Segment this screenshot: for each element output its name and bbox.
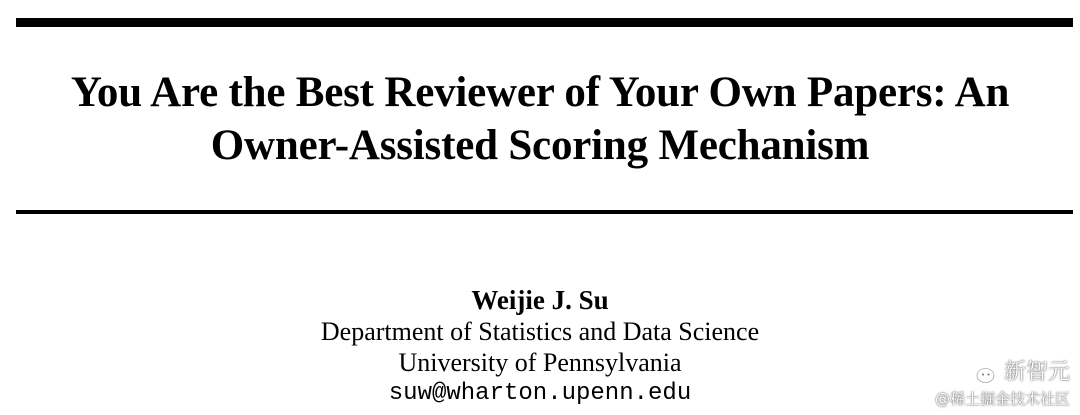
wechat-icon [964, 360, 996, 386]
author-university: University of Pennsylvania [398, 348, 682, 377]
watermark-brand: 新智元 [1003, 360, 1070, 385]
top-rule [16, 18, 1073, 27]
watermark-brand-row [935, 359, 1070, 387]
watermark [935, 359, 1070, 409]
bottom-rule [16, 210, 1073, 214]
author-name: Weijie J. Su [471, 285, 609, 315]
watermark-community: @稀土掘金技术社区 [934, 390, 1070, 408]
paper-title [0, 66, 1080, 172]
author-block [0, 284, 1080, 410]
title-line-1: You Are the Best Reviewer of Your Own Papers: An [70, 69, 1010, 116]
title-line-2: Owner-Assisted Scoring Mechanism [210, 122, 870, 169]
author-email: suw@wharton.upenn.edu [388, 380, 692, 407]
author-department: Department of Statistics and Data Science [320, 317, 760, 346]
